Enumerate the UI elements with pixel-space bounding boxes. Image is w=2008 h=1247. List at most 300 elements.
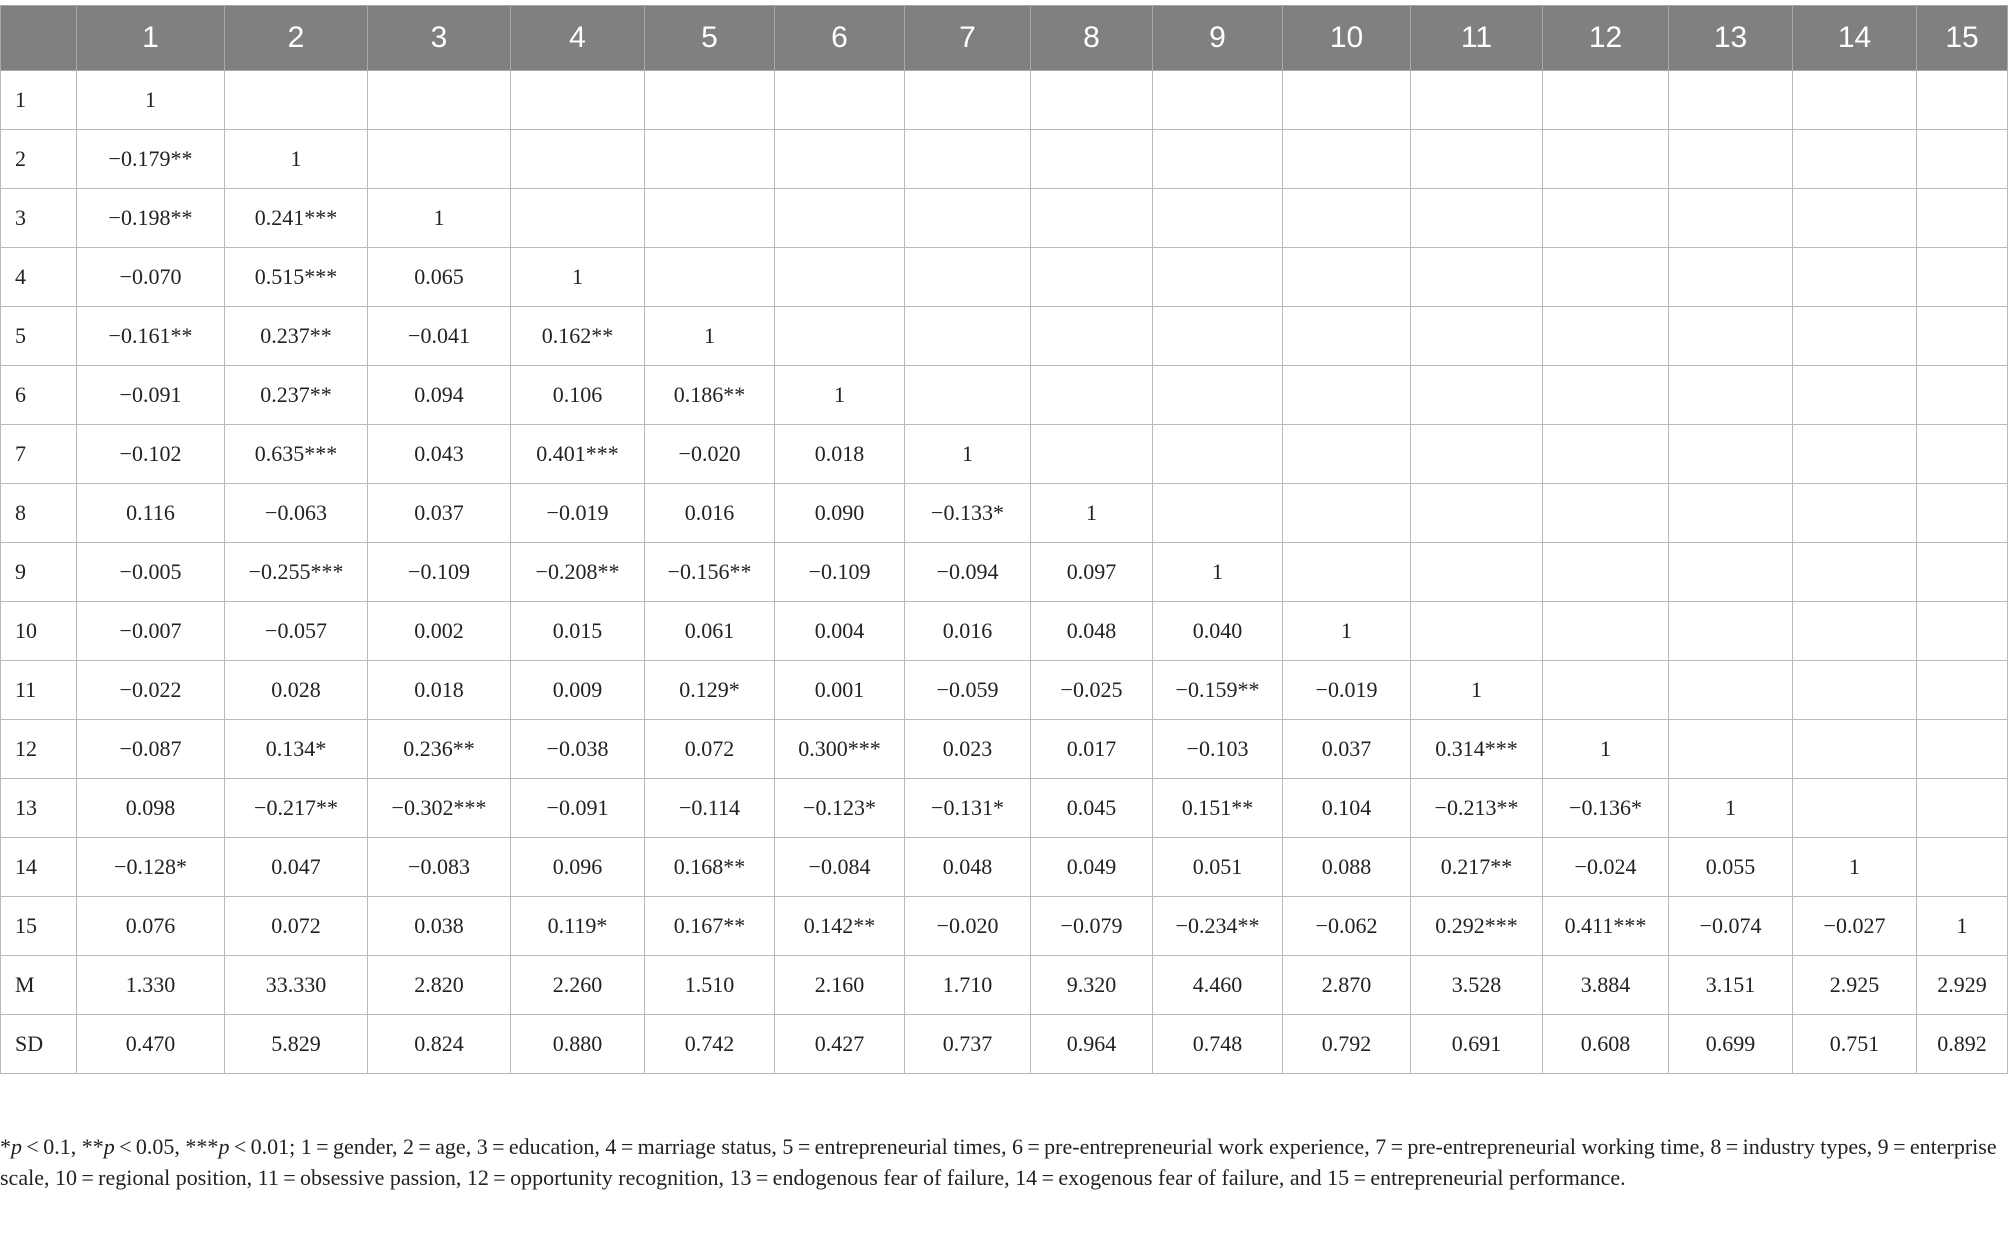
table-row <box>1 366 2008 425</box>
table-cell: 0.016 <box>905 602 1031 661</box>
table-cell: 5.829 <box>225 1015 368 1074</box>
table-cell: 0.015 <box>511 602 645 661</box>
column-header: 6 <box>775 6 905 71</box>
table-cell <box>511 71 645 130</box>
table-cell <box>645 189 775 248</box>
row-label: 7 <box>1 425 77 484</box>
table-cell <box>775 248 905 307</box>
table-cell: −0.255*** <box>225 543 368 602</box>
table-cell: 0.742 <box>645 1015 775 1074</box>
table-cell: −0.084 <box>775 838 905 897</box>
table-cell: 0.151** <box>1153 779 1283 838</box>
table-cell: 1 <box>1283 602 1411 661</box>
row-label: 14 <box>1 838 77 897</box>
table-cell: −0.038 <box>511 720 645 779</box>
row-label: M <box>1 956 77 1015</box>
table-cell: −0.024 <box>1543 838 1669 897</box>
table-cell: 0.009 <box>511 661 645 720</box>
table-cell: 0.106 <box>511 366 645 425</box>
table-cell: 1.710 <box>905 956 1031 1015</box>
table-cell <box>775 307 905 366</box>
table-cell <box>1917 130 2008 189</box>
footnote-italic-text: p <box>218 1134 230 1159</box>
table-cell <box>1153 248 1283 307</box>
row-label: 12 <box>1 720 77 779</box>
table-cell <box>1543 543 1669 602</box>
table-row <box>1 897 2008 956</box>
table-cell <box>1283 484 1411 543</box>
table-cell <box>1411 307 1543 366</box>
column-header: 13 <box>1669 6 1793 71</box>
table-cell: 0.751 <box>1793 1015 1917 1074</box>
table-cell: −0.083 <box>368 838 511 897</box>
table-cell <box>1669 248 1793 307</box>
table-cell <box>1153 307 1283 366</box>
table-cell <box>905 248 1031 307</box>
column-header: 3 <box>368 6 511 71</box>
table-cell <box>1153 130 1283 189</box>
table-cell <box>1411 71 1543 130</box>
table-cell: 1 <box>368 189 511 248</box>
table-cell: 0.088 <box>1283 838 1411 897</box>
table-cell: 1 <box>1031 484 1153 543</box>
table-cell: 2.260 <box>511 956 645 1015</box>
table-cell <box>368 71 511 130</box>
table-cell <box>1793 720 1917 779</box>
table-cell: 0.045 <box>1031 779 1153 838</box>
column-header: 7 <box>905 6 1031 71</box>
table-cell <box>1669 366 1793 425</box>
table-cell <box>1793 779 1917 838</box>
table-cell: 0.094 <box>368 366 511 425</box>
row-label: 11 <box>1 661 77 720</box>
table-cell: 0.028 <box>225 661 368 720</box>
table-cell: −0.007 <box>77 602 225 661</box>
table-cell <box>1031 425 1153 484</box>
table-cell: 1.510 <box>645 956 775 1015</box>
row-label: 6 <box>1 366 77 425</box>
table-cell: −0.179** <box>77 130 225 189</box>
column-header: 8 <box>1031 6 1153 71</box>
table-cell: −0.128* <box>77 838 225 897</box>
table-cell: −0.198** <box>77 189 225 248</box>
footnote-italic-text: p <box>103 1134 115 1159</box>
table-cell <box>1917 425 2008 484</box>
row-label: SD <box>1 1015 77 1074</box>
column-header: 4 <box>511 6 645 71</box>
table-cell: −0.302*** <box>368 779 511 838</box>
table-cell <box>1153 189 1283 248</box>
table-cell: −0.074 <box>1669 897 1793 956</box>
table-cell <box>1793 366 1917 425</box>
table-cell: 1 <box>225 130 368 189</box>
table-row <box>1 838 2008 897</box>
row-label: 1 <box>1 71 77 130</box>
table-cell: −0.109 <box>775 543 905 602</box>
table-cell: −0.079 <box>1031 897 1153 956</box>
table-cell <box>905 130 1031 189</box>
table-cell <box>1793 248 1917 307</box>
table-cell <box>1917 189 2008 248</box>
table-cell <box>1669 130 1793 189</box>
table-cell <box>1411 602 1543 661</box>
table-cell: 0.016 <box>645 484 775 543</box>
table-row <box>1 130 2008 189</box>
footnote-text: * <box>0 1134 11 1159</box>
table-cell: −0.136* <box>1543 779 1669 838</box>
table-cell: 0.049 <box>1031 838 1153 897</box>
table-cell: 2.870 <box>1283 956 1411 1015</box>
table-cell: 0.699 <box>1669 1015 1793 1074</box>
table-cell: 2.820 <box>368 956 511 1015</box>
table-cell: 0.737 <box>905 1015 1031 1074</box>
table-cell: 1 <box>77 71 225 130</box>
table-cell: 0.300*** <box>775 720 905 779</box>
table-cell <box>1543 307 1669 366</box>
table-cell: −0.022 <box>77 661 225 720</box>
table-cell: 0.427 <box>775 1015 905 1074</box>
table-cell <box>1793 425 1917 484</box>
table-cell: 0.748 <box>1153 1015 1283 1074</box>
table-cell <box>1917 720 2008 779</box>
table-cell: 2.929 <box>1917 956 2008 1015</box>
table-cell: 0.401*** <box>511 425 645 484</box>
table-cell: 0.038 <box>368 897 511 956</box>
table-cell: 1 <box>1669 779 1793 838</box>
table-body <box>1 71 2008 1074</box>
table-cell: −0.020 <box>905 897 1031 956</box>
table-cell: 0.237** <box>225 366 368 425</box>
table-cell: 0.515*** <box>225 248 368 307</box>
table-cell: 0.076 <box>77 897 225 956</box>
table-cell <box>1793 130 1917 189</box>
table-cell: 0.096 <box>511 838 645 897</box>
table-cell: 0.037 <box>368 484 511 543</box>
table-cell <box>1283 130 1411 189</box>
table-cell: −0.161** <box>77 307 225 366</box>
table-cell <box>775 71 905 130</box>
table-cell: 1 <box>645 307 775 366</box>
table-cell: 0.018 <box>775 425 905 484</box>
table-cell <box>1283 248 1411 307</box>
table-cell <box>1543 661 1669 720</box>
table-cell: 0.040 <box>1153 602 1283 661</box>
table-cell <box>1793 484 1917 543</box>
table-cell: 0.048 <box>905 838 1031 897</box>
table-cell: 1 <box>775 366 905 425</box>
table-cell <box>225 71 368 130</box>
table-cell: 0.072 <box>645 720 775 779</box>
table-row <box>1 307 2008 366</box>
table-cell: 0.168** <box>645 838 775 897</box>
table-cell <box>905 307 1031 366</box>
table-cell: 1 <box>1793 838 1917 897</box>
table-cell: 0.635*** <box>225 425 368 484</box>
table-cell <box>1411 484 1543 543</box>
table-cell: 9.320 <box>1031 956 1153 1015</box>
row-label: 8 <box>1 484 77 543</box>
table-cell <box>1793 71 1917 130</box>
row-label: 5 <box>1 307 77 366</box>
table-cell <box>1793 189 1917 248</box>
row-label: 2 <box>1 130 77 189</box>
table-cell: 0.072 <box>225 897 368 956</box>
table-cell: 1.330 <box>77 956 225 1015</box>
table-cell: −0.063 <box>225 484 368 543</box>
table-cell <box>1917 779 2008 838</box>
table-cell: 0.880 <box>511 1015 645 1074</box>
table-cell: −0.213** <box>1411 779 1543 838</box>
table-row <box>1 661 2008 720</box>
table-cell <box>645 71 775 130</box>
table-cell <box>1917 602 2008 661</box>
corner-header <box>1 6 77 71</box>
table-cell <box>511 189 645 248</box>
column-header: 5 <box>645 6 775 71</box>
table-cell: 0.047 <box>225 838 368 897</box>
table-cell: 0.236** <box>368 720 511 779</box>
table-cell <box>511 130 645 189</box>
table-cell: 3.151 <box>1669 956 1793 1015</box>
table-cell: 0.411*** <box>1543 897 1669 956</box>
table-cell <box>1283 189 1411 248</box>
table-cell: 0.116 <box>77 484 225 543</box>
column-header: 15 <box>1917 6 2008 71</box>
table-row <box>1 602 2008 661</box>
table-cell: 0.097 <box>1031 543 1153 602</box>
table-cell: 2.925 <box>1793 956 1917 1015</box>
table-cell: 0.237** <box>225 307 368 366</box>
table-cell <box>1669 307 1793 366</box>
table-cell: −0.159** <box>1153 661 1283 720</box>
table-row <box>1 425 2008 484</box>
table-cell: −0.062 <box>1283 897 1411 956</box>
table-cell: 0.964 <box>1031 1015 1153 1074</box>
table-cell <box>905 366 1031 425</box>
table-cell <box>775 130 905 189</box>
row-label: 15 <box>1 897 77 956</box>
table-cell: 1 <box>511 248 645 307</box>
table-cell <box>1031 189 1153 248</box>
table-row <box>1 543 2008 602</box>
table-row <box>1 189 2008 248</box>
table-cell <box>1669 543 1793 602</box>
column-header: 2 <box>225 6 368 71</box>
table-cell: 33.330 <box>225 956 368 1015</box>
table-cell: 1 <box>905 425 1031 484</box>
table-cell <box>1411 130 1543 189</box>
column-header: 12 <box>1543 6 1669 71</box>
table-cell <box>1917 838 2008 897</box>
table-cell <box>1543 130 1669 189</box>
table-cell <box>1543 425 1669 484</box>
table-cell: −0.217** <box>225 779 368 838</box>
column-header: 9 <box>1153 6 1283 71</box>
table-cell: 0.129* <box>645 661 775 720</box>
table-cell: −0.070 <box>77 248 225 307</box>
table-cell: −0.123* <box>775 779 905 838</box>
table-cell: 0.142** <box>775 897 905 956</box>
table-cell <box>1543 366 1669 425</box>
table-cell <box>1543 71 1669 130</box>
row-label: 3 <box>1 189 77 248</box>
table-cell: 0.004 <box>775 602 905 661</box>
table-cell: 0.608 <box>1543 1015 1669 1074</box>
table-cell: 0.023 <box>905 720 1031 779</box>
table-footnote <box>0 1131 2000 1193</box>
table-row <box>1 71 2008 130</box>
table-cell: −0.156** <box>645 543 775 602</box>
table-cell <box>1543 484 1669 543</box>
table-cell <box>1031 248 1153 307</box>
table-cell: 0.104 <box>1283 779 1411 838</box>
table-cell: 1 <box>1153 543 1283 602</box>
table-cell: −0.020 <box>645 425 775 484</box>
table-cell: 4.460 <box>1153 956 1283 1015</box>
table-cell <box>905 71 1031 130</box>
table-cell: −0.114 <box>645 779 775 838</box>
table-cell: −0.019 <box>511 484 645 543</box>
table-cell <box>1917 307 2008 366</box>
table-cell: 0.001 <box>775 661 905 720</box>
table-cell: 0.090 <box>775 484 905 543</box>
table-cell: 0.002 <box>368 602 511 661</box>
table-cell <box>1411 189 1543 248</box>
table-cell <box>1411 543 1543 602</box>
table-cell <box>1153 425 1283 484</box>
table-cell <box>645 248 775 307</box>
table-cell: −0.091 <box>511 779 645 838</box>
column-header: 11 <box>1411 6 1543 71</box>
table-cell <box>1917 484 2008 543</box>
table-cell <box>775 189 905 248</box>
table-cell: −0.131* <box>905 779 1031 838</box>
footnote-italic-text: p <box>11 1134 22 1159</box>
table-cell: −0.005 <box>77 543 225 602</box>
table-cell <box>1283 71 1411 130</box>
table-cell <box>1793 543 1917 602</box>
table-cell <box>1917 248 2008 307</box>
table-cell <box>1283 543 1411 602</box>
footnote-text: < 0.01; 1 = gender, 2 = age, 3 = education, 4 = marriage status, 5 = entrepreneurial times, 6 = pre-entrepreneurial work experience, 7 = pre-entrepreneurial working time, 8 = industry types, 9 = enterprise scale, 10 = regional position, 11 = obsessive passion, 12 = opportunity recognition, 13 = endogenous fear of failure, 14 = exogenous fear of failure, and 15 = entrepreneurial performance. <box>0 1134 1997 1190</box>
table-cell <box>1031 71 1153 130</box>
table-cell <box>645 130 775 189</box>
table-cell <box>1917 71 2008 130</box>
table-cell: 0.241*** <box>225 189 368 248</box>
table-cell: 0.119* <box>511 897 645 956</box>
table-cell: 1 <box>1543 720 1669 779</box>
table-cell <box>1411 425 1543 484</box>
table-cell: 3.528 <box>1411 956 1543 1015</box>
table-row <box>1 248 2008 307</box>
table-cell: 0.037 <box>1283 720 1411 779</box>
footnote-text: < 0.05, *** <box>114 1134 219 1159</box>
table-cell: −0.057 <box>225 602 368 661</box>
table-cell: 0.892 <box>1917 1015 2008 1074</box>
table-cell <box>1793 307 1917 366</box>
table-row <box>1 956 2008 1015</box>
table-cell: 0.043 <box>368 425 511 484</box>
table-cell: −0.059 <box>905 661 1031 720</box>
table-cell: 0.217** <box>1411 838 1543 897</box>
table-cell: 0.051 <box>1153 838 1283 897</box>
table-cell <box>1283 366 1411 425</box>
table-row <box>1 1015 2008 1074</box>
table-cell <box>1917 366 2008 425</box>
table-row <box>1 484 2008 543</box>
table-cell <box>1669 425 1793 484</box>
table-cell: 3.884 <box>1543 956 1669 1015</box>
table-cell <box>1153 71 1283 130</box>
row-label: 10 <box>1 602 77 661</box>
row-label: 13 <box>1 779 77 838</box>
table-cell: −0.102 <box>77 425 225 484</box>
table-cell: −0.027 <box>1793 897 1917 956</box>
table-cell <box>1283 425 1411 484</box>
table-cell: 0.186** <box>645 366 775 425</box>
table-cell <box>1153 366 1283 425</box>
table-cell <box>368 130 511 189</box>
table-cell: −0.019 <box>1283 661 1411 720</box>
table-cell: 1 <box>1411 661 1543 720</box>
column-header: 14 <box>1793 6 1917 71</box>
column-header: 10 <box>1283 6 1411 71</box>
table-cell: −0.087 <box>77 720 225 779</box>
table-cell <box>905 189 1031 248</box>
table-cell: 0.470 <box>77 1015 225 1074</box>
table-cell: −0.094 <box>905 543 1031 602</box>
table-cell: 0.048 <box>1031 602 1153 661</box>
table-cell: −0.234** <box>1153 897 1283 956</box>
header-row <box>1 6 2008 71</box>
table-cell <box>1031 130 1153 189</box>
table-cell: −0.041 <box>368 307 511 366</box>
table-cell: 0.292*** <box>1411 897 1543 956</box>
footnote-text: < 0.1, ** <box>22 1134 104 1159</box>
table-cell <box>1031 366 1153 425</box>
table-cell <box>1543 602 1669 661</box>
table-cell: 0.134* <box>225 720 368 779</box>
table-cell: −0.103 <box>1153 720 1283 779</box>
table-cell: 0.017 <box>1031 720 1153 779</box>
table-cell <box>1411 248 1543 307</box>
table-cell: 0.061 <box>645 602 775 661</box>
table-cell <box>1793 602 1917 661</box>
table-cell: −0.025 <box>1031 661 1153 720</box>
table-cell <box>1669 720 1793 779</box>
table-cell: −0.109 <box>368 543 511 602</box>
correlation-table-container <box>0 5 2008 1074</box>
table-cell <box>1543 189 1669 248</box>
table-cell <box>1031 307 1153 366</box>
row-label: 4 <box>1 248 77 307</box>
table-cell: 0.098 <box>77 779 225 838</box>
table-cell <box>1669 602 1793 661</box>
row-label: 9 <box>1 543 77 602</box>
table-cell <box>1283 307 1411 366</box>
table-cell: 0.314*** <box>1411 720 1543 779</box>
table-cell: −0.208** <box>511 543 645 602</box>
table-cell <box>1669 484 1793 543</box>
table-row <box>1 779 2008 838</box>
table-cell: 0.792 <box>1283 1015 1411 1074</box>
table-cell: 2.160 <box>775 956 905 1015</box>
table-cell <box>1543 248 1669 307</box>
table-cell <box>1917 661 2008 720</box>
table-cell <box>1669 189 1793 248</box>
table-row <box>1 720 2008 779</box>
table-cell: 0.167** <box>645 897 775 956</box>
